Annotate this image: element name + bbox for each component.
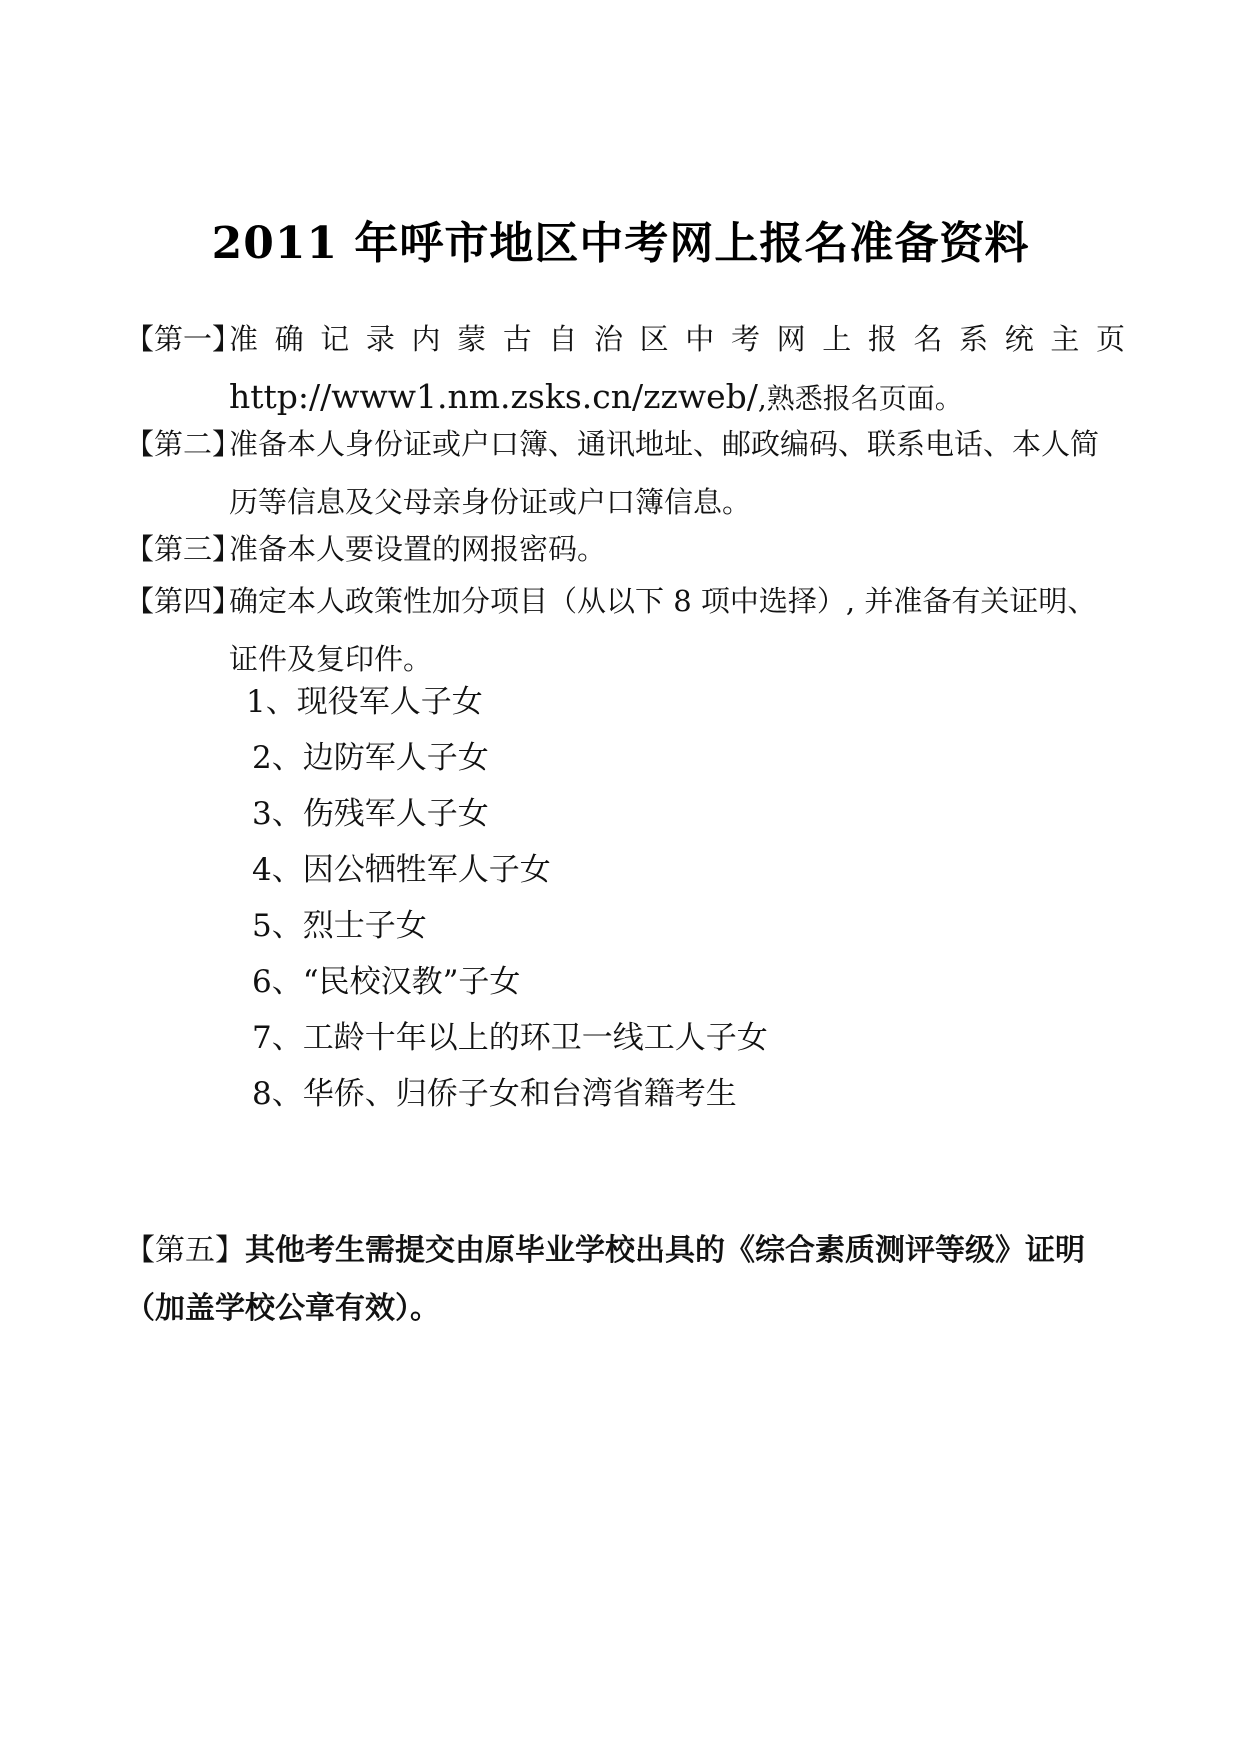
- option-5: 5、烈士子女: [252, 908, 427, 944]
- option-1: 1、现役军人子女: [246, 684, 483, 720]
- item-2-tag: 【第二】: [125, 427, 242, 461]
- item-3-text: 准备本人要设置的网报密码。: [229, 532, 607, 566]
- option-4: 4、因公牺牲军人子女: [252, 852, 551, 888]
- item-3: [125, 520, 1125, 578]
- item-5-tag: 【第五】: [125, 1233, 245, 1268]
- item-2-text: 准备本人身份证或户口簿、通讯地址、邮政编码、联系电话、本人简历等信息及父母亲身份证或户口簿信息。: [229, 427, 1100, 519]
- item-4: [125, 572, 1125, 688]
- option-2: 2、边防军人子女: [252, 740, 489, 776]
- item-2: [125, 415, 1125, 531]
- item-4-tag: 【第四】: [125, 584, 242, 618]
- option-8: 8、华侨、归侨子女和台湾省籍考生: [252, 1076, 737, 1112]
- option-3: 3、伤残军人子女: [252, 796, 489, 832]
- item-1-url-tail: ,熟悉报名页面。: [757, 382, 963, 415]
- item-1-tag: 【第一】: [125, 322, 242, 356]
- item-1-line: 准 确 记 录 内 蒙 古 自 治 区 中 考 网 上 报 名 系 统 主 页: [229, 322, 1125, 356]
- option-7: 7、工龄十年以上的环卫一线工人子女: [252, 1020, 768, 1056]
- item-5: [125, 1222, 1125, 1338]
- item-5-line-2: （加盖学校公章有效）。: [125, 1291, 440, 1326]
- option-6: 6、“民校汉教”子女: [252, 964, 521, 1000]
- item-3-tag: 【第三】: [125, 532, 242, 566]
- item-4-text: 确定本人政策性加分项目（从以下 8 项中选择）, 并准备有关证明、证件及复印件。: [229, 584, 1097, 676]
- item-1: [125, 310, 1125, 428]
- item-5-line-1: 其他考生需提交由原毕业学校出具的《综合素质测评等级》证明: [245, 1233, 1085, 1268]
- homepage-url: http://www1.nm.zsks.cn/zzweb/: [229, 377, 758, 416]
- document-title: 2011 年呼市地区中考网上报名准备资料: [211, 218, 1030, 269]
